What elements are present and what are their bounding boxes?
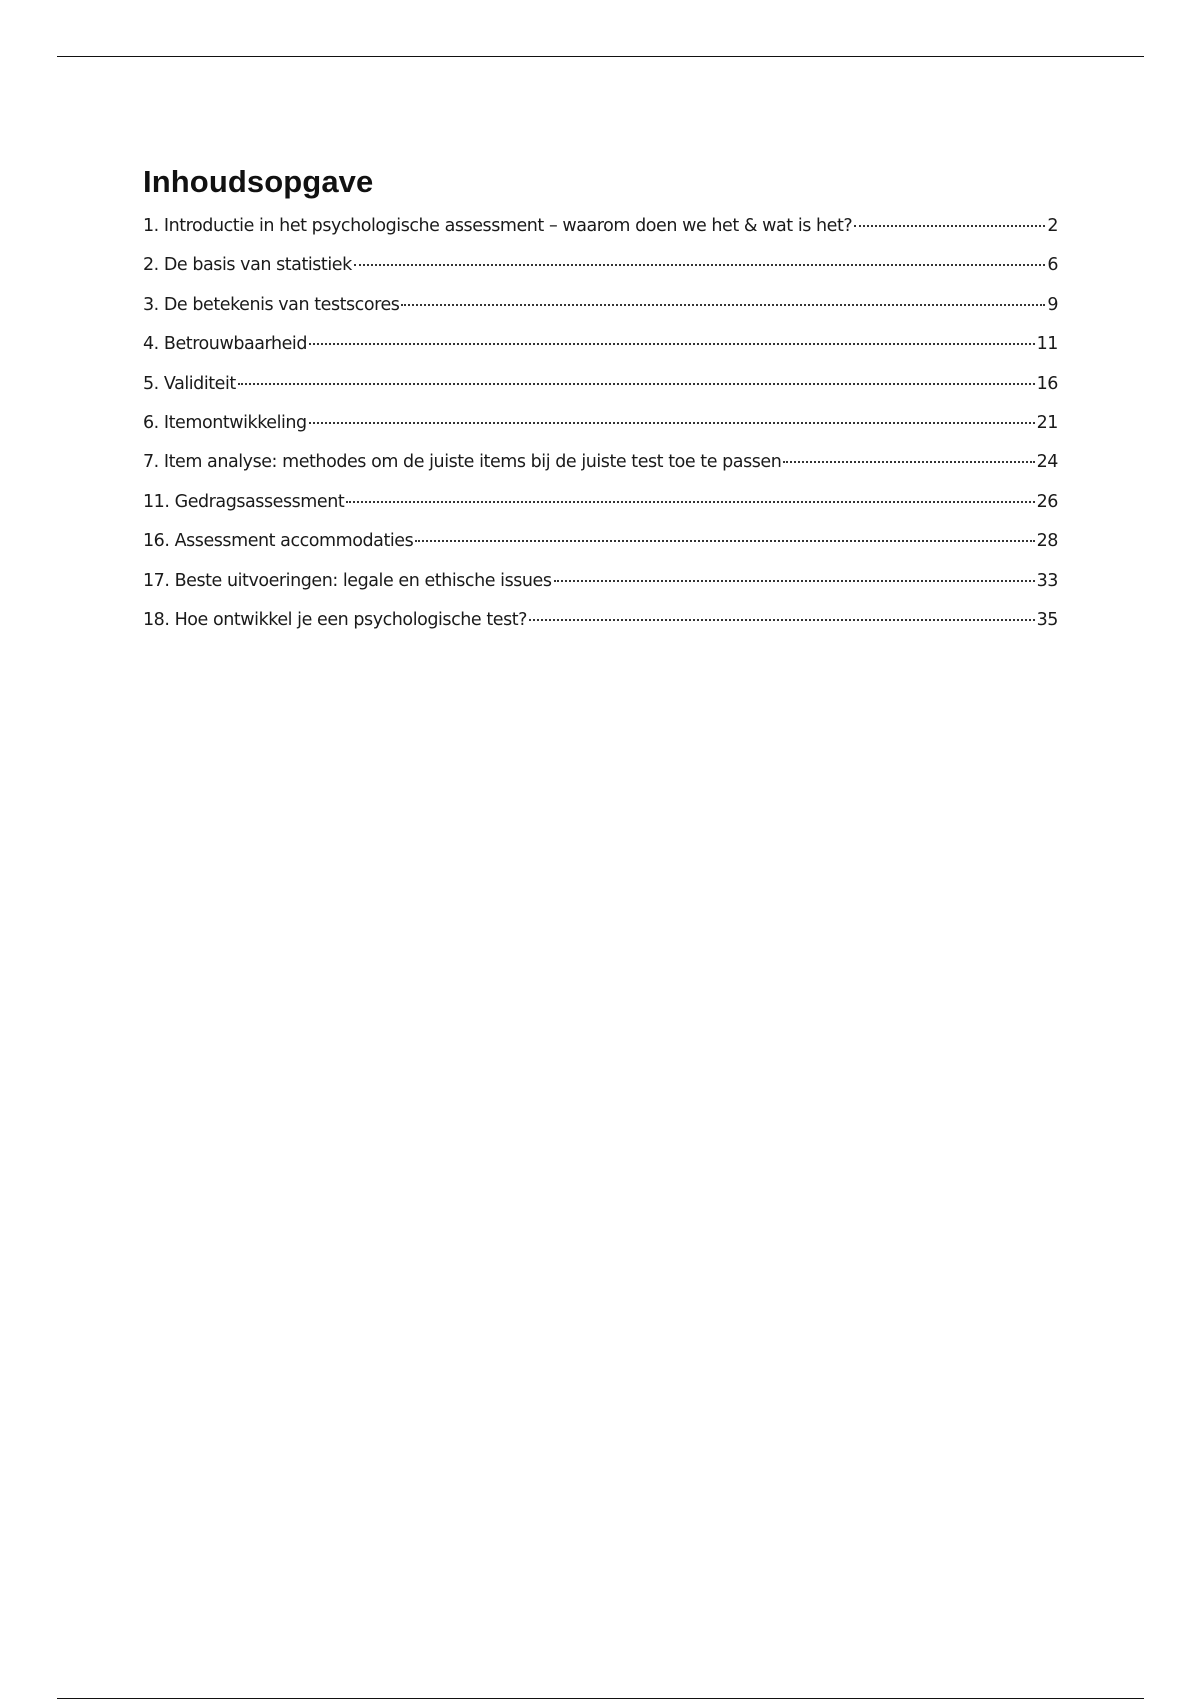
footer-rule [57, 1698, 1144, 1699]
toc-dot-leader [354, 264, 1046, 266]
toc-entry-page: 11 [1036, 334, 1058, 355]
toc-entry-title: 2. De basis van statistiek [143, 255, 352, 276]
toc-entry-title: 6. Itemontwikkeling [143, 412, 307, 433]
toc-entry-page: 35 [1036, 609, 1058, 630]
toc-entry[interactable] [143, 492, 1058, 531]
toc-entry-page: 2 [1047, 216, 1058, 236]
toc-entry-page: 16 [1036, 373, 1058, 394]
toc-entry[interactable] [143, 374, 1058, 413]
toc-entry-page: 6 [1047, 255, 1058, 276]
toc-entry-title: 3. De betekenis van testscores [143, 294, 400, 315]
toc-dot-leader [346, 501, 1034, 503]
toc-dot-leader [309, 422, 1035, 424]
toc-entry-page: 26 [1036, 491, 1058, 512]
toc-dot-leader [554, 580, 1035, 582]
toc-dot-leader [238, 383, 1035, 385]
toc-dot-leader [529, 619, 1035, 621]
toc-entry-title: 16. Assessment accommodaties [143, 531, 414, 552]
header-rule [57, 56, 1144, 57]
toc-entry-title: 4. Betrouwbaarheid [143, 334, 307, 355]
table-of-contents [143, 163, 1058, 649]
toc-entry-title: 5. Validiteit [143, 373, 236, 394]
toc-entry[interactable] [143, 334, 1058, 373]
toc-entry-page: 24 [1036, 452, 1058, 473]
toc-dot-leader [415, 540, 1034, 542]
toc-entry[interactable] [143, 216, 1058, 255]
toc-entry-page: 33 [1036, 570, 1058, 591]
toc-entry[interactable] [143, 452, 1058, 491]
toc-dot-leader [854, 225, 1045, 227]
toc-entry-page: 21 [1036, 412, 1058, 433]
toc-entry[interactable] [143, 255, 1058, 294]
toc-dot-leader [309, 343, 1035, 345]
toc-entry-page: 9 [1047, 294, 1058, 315]
toc-dot-leader [401, 304, 1045, 306]
toc-entry-page: 28 [1036, 531, 1058, 552]
toc-entry[interactable] [143, 295, 1058, 334]
toc-entry-title: 18. Hoe ontwikkel je een psychologische test? [143, 609, 527, 630]
toc-entry-title: 17. Beste uitvoeringen: legale en ethische issues [143, 570, 552, 591]
toc-entry-title: 7. Item analyse: methodes om de juiste items bij de juiste test toe te passen [143, 452, 782, 473]
toc-entry-title: 1. Introductie in het psychologische assessment – waarom doen we het & wat is het? [143, 216, 853, 236]
toc-entry[interactable] [143, 571, 1058, 610]
toc-entry[interactable] [143, 610, 1058, 649]
toc-dot-leader [783, 461, 1034, 463]
toc-entry[interactable] [143, 413, 1058, 452]
toc-entry[interactable] [143, 531, 1058, 570]
toc-entry-title: 11. Gedragsassessment [143, 491, 345, 512]
toc-list [143, 216, 1058, 649]
toc-heading: Inhoudsopgave [143, 164, 374, 199]
